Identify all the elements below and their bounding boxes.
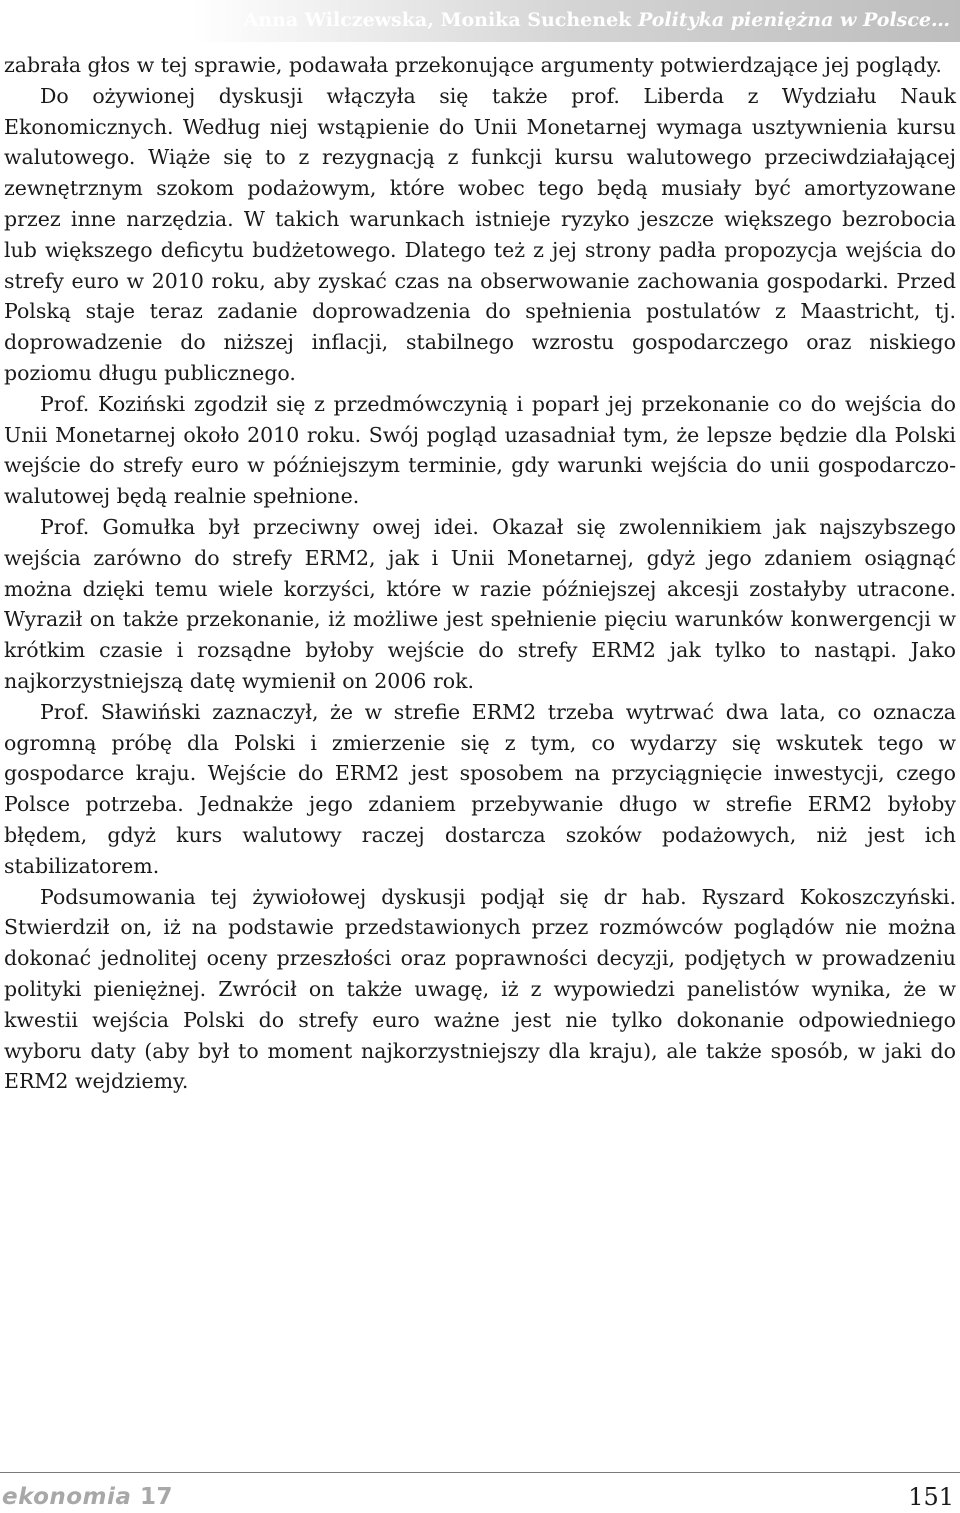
footer-magazine-name bbox=[2, 1484, 173, 1510]
paragraph-liberda: Do ożywionej dyskusji włączyła się także prof. Liberda z Wydziału Nauk Ekonomicznych. Według niej wstąpienie do Unii Monetarnej wymaga usztywnienia kursu walutowego. Wiąże się to z rezygnacją z funkcji kursu walutowego przeciwdziałającej zewnętrznym szokom podażowym, które wobec tego będą musiały być amortyzowane przez inne narzędzia. W takich warunkach istnieje ryzyko jeszcze większego bezrobocia lub większego deficytu budżetowego. Dlatego też z jej strony padła propozycja wejścia do strefy euro w 2010 roku, aby zyskać czas na obserwowanie zachowania gospodarki. Przed Polską staje teraz zadanie doprowadzenia do spełnienia postulatów z Maastricht, tj. doprowadzenie do niższej inflacji, stabilnego wzrostu gospodarczego oraz niskiego poziomu długu publicznego. bbox=[4, 83, 956, 385]
paragraph-continuation: zabrała głos w tej sprawie, podawała przekonujące argumenty potwierdzające jej poglądy. bbox=[4, 53, 942, 77]
magazine-title: ekonomia bbox=[2, 1484, 132, 1510]
paragraph-gomulka: Prof. Gomułka był przeciwny owej idei. Okazał się zwolennikiem jak najszybszego wejścia zarówno do strefy ERM2, jak i Unii Monetarnej, gdyż jego zdaniem osiągnąć można dzięki temu wiele korzyści, które w razie późniejszej akcesji zostałyby utracone. Wyraził on także przekonanie, iż możliwe jest spełnienie pięciu warunków konwergencji w krótkim czasie i rozsądne byłoby wejście do strefy ERM2 jak tylko to nastąpi. Jako najkorzystniejszą datę wymienił on 2006 rok. bbox=[4, 514, 956, 693]
magazine-issue: 17 bbox=[139, 1484, 173, 1510]
article-body bbox=[4, 50, 956, 1097]
header-authors: Anna Wilczewska, Monika Suchenek bbox=[243, 9, 632, 31]
header-title: Polityka pieniężna w Polsce… bbox=[637, 9, 950, 31]
running-header-text bbox=[244, 9, 951, 31]
running-header bbox=[0, 0, 960, 42]
paragraph-kozinski: Prof. Koziński zgodził się z przedmówczynią i poparł jej przekonanie co do wejścia do Unii Monetarnej około 2010 roku. Swój pogląd uzasadniał tym, że lepsze będzie dla Polski wejście do strefy euro w późniejszym terminie, gdy warunki wejścia do unii gospodarczo-walutowej będą realnie spełnione. bbox=[4, 391, 956, 509]
page-number: 151 bbox=[908, 1483, 954, 1511]
footer-divider bbox=[0, 1472, 960, 1473]
paragraph-slawinski: Prof. Sławiński zaznaczył, że w strefie ERM2 trzeba wytrwać dwa lata, co oznacza ogromną próbę dla Polski i zmierzenie się z tym, co wydarzy się wskutek tego w gospodarce kraju. Wejście do ERM2 jest sposobem na przyciągnięcie inwestycji, czego Polsce potrzeba. Jednakże jego zdaniem przebywanie długo w strefie ERM2 byłoby błędem, gdyż kurs walutowy raczej dostarcza szoków podażowych, niż jest ich stabilizatorem. bbox=[4, 699, 956, 878]
paragraph-summary: Podsumowania tej żywiołowej dyskusji podjął się dr hab. Ryszard Kokoszczyński. Stwierdził on, iż na podstawie przedstawionych przez rozmówców poglądów nie można dokonać jednolitej oceny przeszłości oraz poprawności decyzji, podjętych w prowadzeniu polityki pieniężnej. Zwrócił on także uwagę, iż z wypowiedzi panelistów wynika, że w kwestii wejścia Polski do strefy euro ważne jest nie tylko dokonanie odpowiedniego wyboru daty (aby był to moment najkorzystniejszy dla kraju), ale także sposób, w jaki do ERM2 wejdziemy. bbox=[4, 884, 956, 1094]
